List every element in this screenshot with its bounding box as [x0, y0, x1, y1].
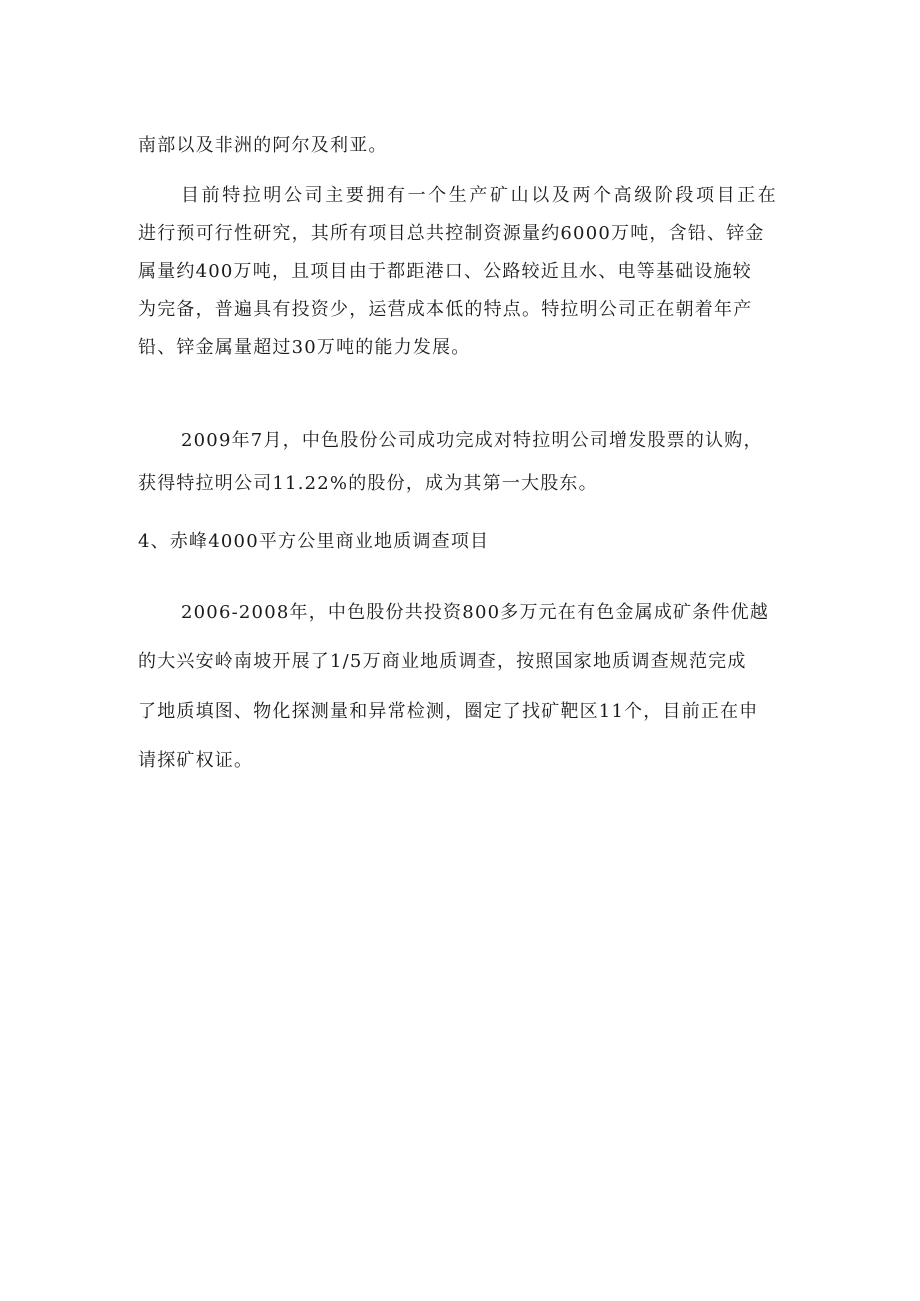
paragraph-4-line-2: 的大兴安岭南坡开展了1/5万商业地质调查，按照国家地质调查规范完成: [138, 651, 747, 672]
paragraph-4-line-3: 了地质填图、物化探测量和异常检测，圈定了找矿靶区11个，目前正在申: [138, 701, 759, 722]
paragraph-2-line-3: 属量约400万吨，且项目由于都距港口、公路较近且水、电等基础设施较: [138, 261, 752, 282]
paragraph-4-line-1: 2006-2008年，中色股份共投资800多万元在有色金属成矿条件优越: [181, 602, 770, 623]
paragraph-3-line-2: 获得特拉明公司11.22%的股份，成为其第一大股东。: [138, 473, 598, 494]
paragraph-3-line-1: 2009年7月，中色股份公司成功完成对特拉明公司增发股票的认购，: [181, 430, 763, 451]
paragraph-2-line-2: 进行预可行性研究，其所有项目总共控制资源量约6000万吨，含铅、锌金: [138, 223, 765, 244]
paragraph-2-line-5: 铅、锌金属量超过30万吨的能力发展。: [138, 337, 471, 358]
section-heading: 4、赤峰4000平方公里商业地质调查项目: [138, 531, 490, 552]
paragraph-1-line-1: 南部以及非洲的阿尔及利亚。: [138, 135, 388, 156]
paragraph-2-line-1: 目前特拉明公司主要拥有一个生产矿山以及两个高级阶段项目正在: [181, 185, 779, 206]
paragraph-2-line-4: 为完备，普遍具有投资少，运营成本低的特点。特拉明公司正在朝着年产: [138, 299, 753, 320]
paragraph-4-line-4: 请探矿权证。: [138, 750, 254, 771]
